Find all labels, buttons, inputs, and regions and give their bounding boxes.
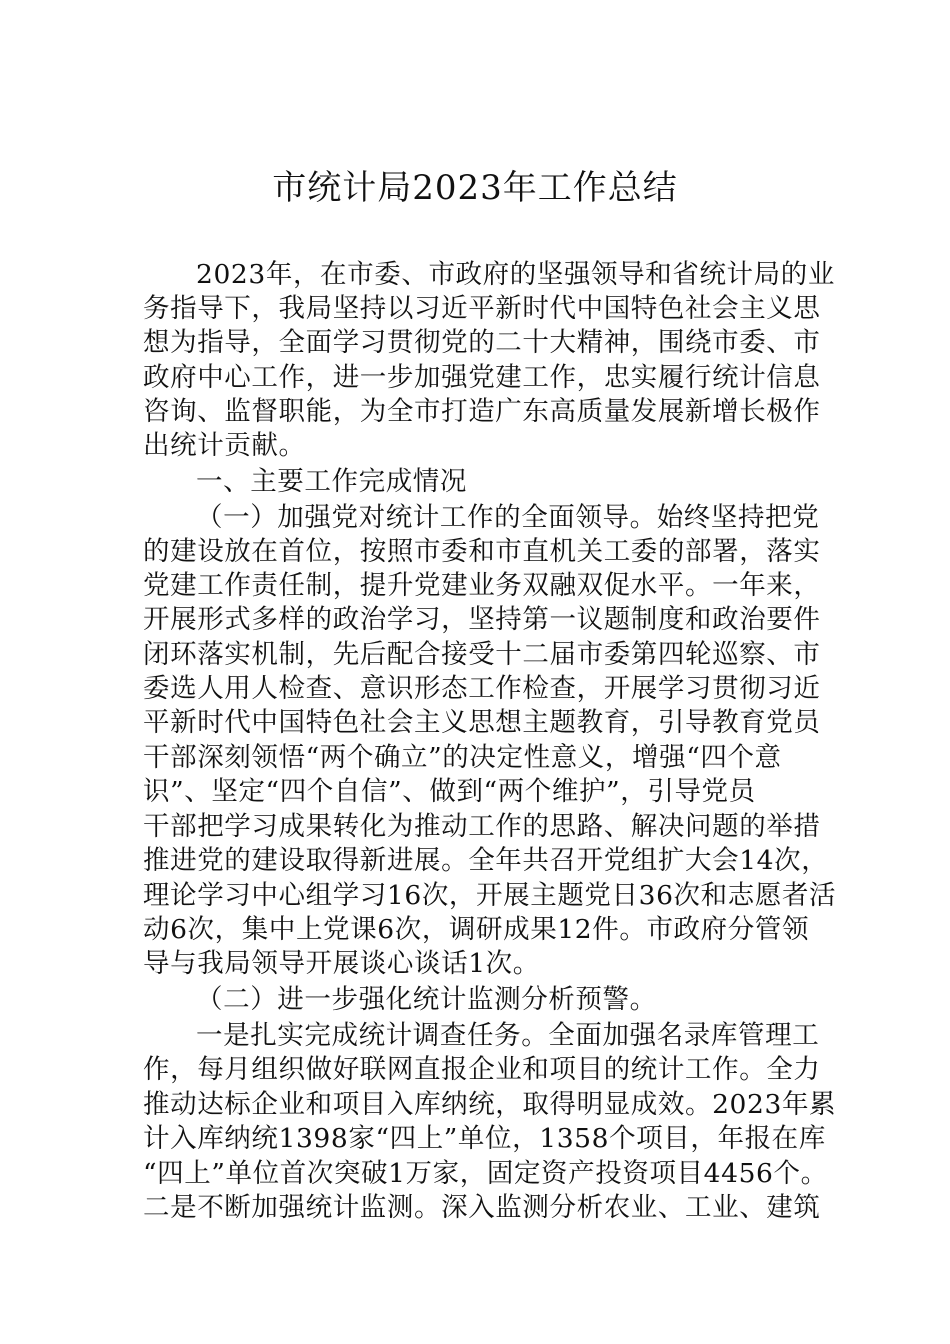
paragraph-line: 政府中心工作，进一步加强党建工作，忠实履行统计信息 bbox=[143, 362, 821, 393]
paragraph-line: 二是不断加强统计监测。深入监测分析农业、工业、建筑 bbox=[143, 1192, 821, 1223]
paragraph-line: （一）加强党对统计工作的全面领导。始终坚持把党 bbox=[196, 502, 820, 533]
paragraph-line: 干部深刻领悟“两个确立”的决定性意义，增强“四个意 bbox=[143, 742, 782, 773]
paragraph-line: 咨询、监督职能，为全市打造广东高质量发展新增长极作 bbox=[143, 396, 821, 427]
section-heading: （二）进一步强化统计监测分析预警。 bbox=[196, 984, 657, 1015]
paragraph-line: 推动达标企业和项目入库纳统，取得明显成效。2023年累 bbox=[143, 1089, 837, 1120]
paragraph-line: 想为指导，全面学习贯彻党的二十大精神，围绕市委、市 bbox=[143, 327, 821, 358]
paragraph-line: 开展形式多样的政治学习，坚持第一议题制度和政治要件 bbox=[143, 604, 821, 635]
paragraph-line: 出统计贡献。 bbox=[143, 430, 306, 461]
section-heading: 一、主要工作完成情况 bbox=[196, 466, 467, 497]
paragraph-line: 动6次，集中上党课6次，调研成果12件。市政府分管领 bbox=[143, 914, 810, 945]
paragraph-line: 委选人用人检查、意识形态工作检查，开展学习贯彻习近 bbox=[143, 673, 821, 704]
paragraph-line: 计入库纳统1398家“四上”单位，1358个项目，年报在库 bbox=[143, 1123, 826, 1154]
paragraph-line: “四上”单位首次突破1万家，固定资产投资项目4456个。 bbox=[143, 1158, 828, 1189]
paragraph-line: 的建设放在首位，按照市委和市直机关工委的部署，落实 bbox=[143, 536, 821, 567]
paragraph-line: 干部把学习成果转化为推动工作的思路、解决问题的举措 bbox=[143, 811, 821, 842]
paragraph-line: 作，每月组织做好联网直报企业和项目的统计工作。全力 bbox=[143, 1054, 821, 1085]
paragraph-line: 闭环落实机制，先后配合接受十二届市委第四轮巡察、市 bbox=[143, 639, 821, 670]
paragraph-line: 务指导下，我局坚持以习近平新时代中国特色社会主义思 bbox=[143, 293, 821, 324]
paragraph-line: 导与我局领导开展谈心谈话1次。 bbox=[143, 948, 540, 979]
paragraph-line: 识”、坚定“四个自信”、做到“两个维护”，引导党员 bbox=[143, 776, 756, 807]
document-title: 市统计局2023年工作总结 bbox=[272, 168, 678, 208]
paragraph-line: 平新时代中国特色社会主义思想主题教育，引导教育党员 bbox=[143, 707, 821, 738]
paragraph-line: 一是扎实完成统计调查任务。全面加强名录库管理工 bbox=[196, 1020, 820, 1051]
paragraph-line: 2023年，在市委、市政府的坚强领导和省统计局的业 bbox=[196, 259, 835, 290]
paragraph-line: 党建工作责任制，提升党建业务双融双促水平。一年来， bbox=[143, 570, 821, 601]
paragraph-line: 理论学习中心组学习16次，开展主题党日36次和志愿者活 bbox=[143, 880, 837, 911]
paragraph-line: 推进党的建设取得新进展。全年共召开党组扩大会14次， bbox=[143, 845, 829, 876]
